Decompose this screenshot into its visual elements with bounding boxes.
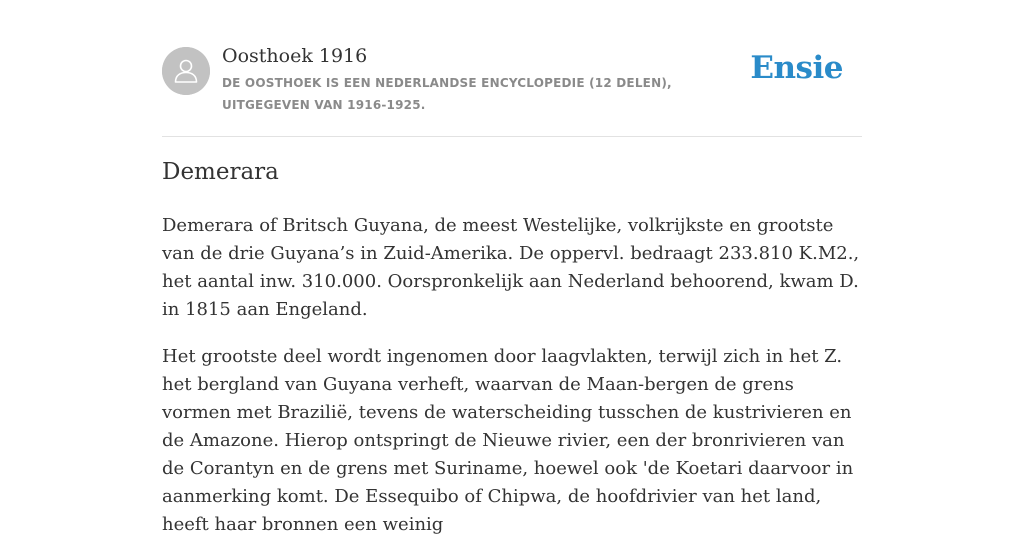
user-silhouette-icon — [162, 47, 210, 95]
article-title: Demerara — [162, 159, 279, 185]
source-header — [162, 0, 862, 137]
source-description: DE OOSTHOEK IS EEN NEDERLANDSE ENCYCLOPEDIE (12 DELEN), UITGEGEVEN VAN 1916-1925. — [222, 76, 672, 112]
page-container — [162, 0, 862, 535]
avatar — [162, 47, 210, 95]
ensie-logo[interactable]: Ensie — [750, 50, 843, 86]
source-title[interactable]: Oosthoek 1916 — [222, 45, 368, 67]
article-body — [162, 212, 862, 558]
article-paragraph: Demerara of Britsch Guyana, de meest Westelijke, volkrijkste en grootste van de drie Guyana’s in Zuid-Amerika. De oppervl. bedraagt 233.810 K.M2., het aantal inw. 310.000. Oorspronkelijk aan Nederland behoorend, kwam D. in 1815 aan Engeland. — [162, 215, 860, 320]
article-paragraph: Het grootste deel wordt ingenomen door laagvlakten, terwijl zich in het Z. het bergland van Guyana verheft, waarvan de Maan-bergen de grens vormen met Brazilië, tevens de waterscheiding tusschen de kustrivieren en de Amazone. Hierop ontspringt de Nieuwe rivier, een der bronrivieren van de Corantyn en de grens met Suriname, hoewel ook 'de Koetari daarvoor in aanmerking komt. De Essequibo of Chipwa, de hoofdrivier van het land, heeft haar bronnen een weinig — [162, 346, 854, 535]
